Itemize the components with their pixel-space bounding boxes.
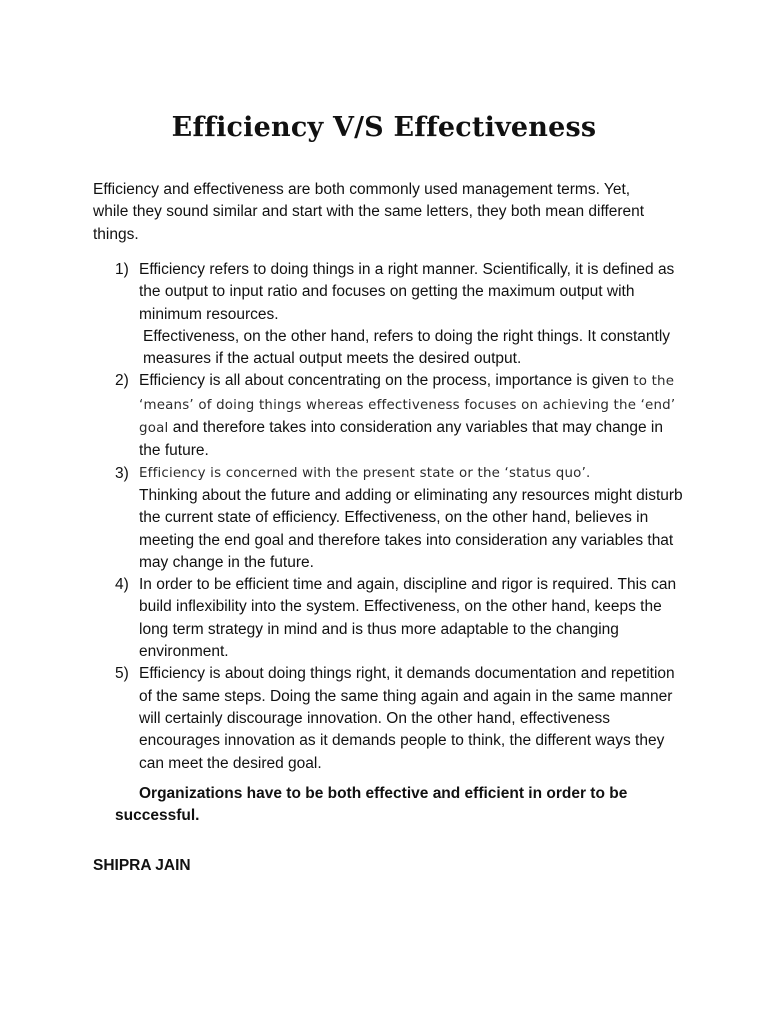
list-item-text-continued: and therefore takes into consideration any variables that may change in the future. — [139, 419, 663, 460]
list-item-number: 5) — [115, 665, 129, 683]
list-item-text: Efficiency is about doing things right, it demands documentation and repetition of the same steps. Doing the same thing again and again in the same manner will certainly discourage innovation. On the other hand, effectiveness encourages innovation as it demands people to think, the different ways they can meet the desired goal. — [139, 665, 675, 772]
conclusion-paragraph — [115, 783, 675, 828]
list-item — [115, 370, 685, 462]
list-item — [115, 574, 685, 663]
list-item — [115, 463, 685, 574]
conclusion-line: successful. — [115, 807, 200, 825]
conclusion-line: Organizations have to be both effective and efficient in order to be — [139, 785, 628, 802]
list-item-text-alt-font: to the ‘means’ of doing things whereas effectiveness focuses on achieving the ‘end’ goal — [139, 374, 676, 437]
author-name: SHIPRA JAIN — [93, 857, 191, 874]
points-list — [115, 259, 685, 775]
list-item — [115, 663, 685, 774]
intro-paragraph: Efficiency and effectiveness are both commonly used management terms. Yet, while they sound similar and start with the same letters, they both mean different things. — [93, 181, 645, 243]
list-item-text-continued: Effectiveness, on the other hand, refers to doing the right things. It constantly measures if the actual output meets the desired output. — [143, 327, 671, 368]
list-item-text: Efficiency refers to doing things in a right manner. Scientifically, it is defined as the output to input ratio and focuses on getting the maximum output with minimum resources. — [139, 261, 675, 323]
list-item — [115, 259, 685, 370]
list-item-text-continued: Thinking about the future and adding or eliminating any resources might disturb the current state of efficiency. Effectiveness, on the other hand, believes in meeting the end goal and therefore takes into consideration any variables that may change in the future. — [139, 486, 683, 571]
list-item-number: 4) — [115, 576, 129, 594]
list-item-text: Efficiency is all about concentrating on the process, importance is given — [139, 372, 629, 390]
list-item-text-alt-font: Efficiency is concerned with the present state or the ‘status quo’. — [139, 465, 591, 481]
list-item-number: 2) — [115, 372, 129, 390]
list-item-number: 1) — [115, 261, 129, 278]
document-title: Efficiency V/S Effectiveness — [171, 112, 597, 143]
list-item-number: 3) — [115, 464, 129, 482]
list-item-text: In order to be efficient time and again, discipline and rigor is required. This can build inflexibility into the system. Effectiveness, on the other hand, keeps the long term strategy in mind and is thus more adaptable to the changing environment. — [139, 576, 677, 661]
